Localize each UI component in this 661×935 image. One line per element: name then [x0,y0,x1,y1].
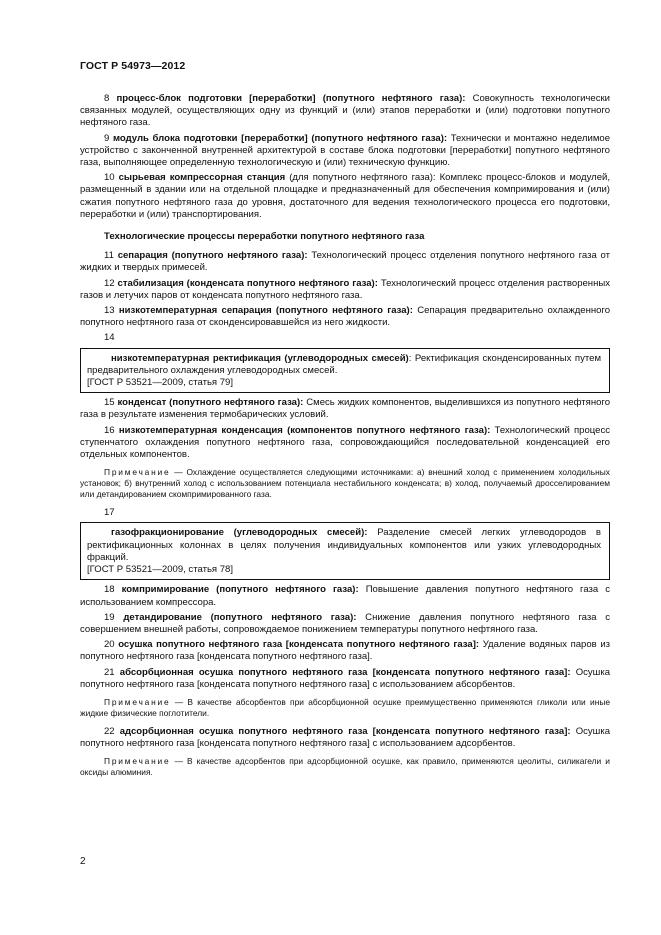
term: низкотемпературная сепарация (попутного нефтяного газа): [118,305,413,317]
term: осушка попутного нефтяного газа [конденсата попутного нефтяного газа]: [118,639,480,651]
note-label: Примечание [104,756,171,767]
term: низкотемпературная конденсация (компонентов попутного нефтяного газа): [118,424,491,436]
entry-number: 8 [104,93,110,104]
source-reference: [ГОСТ Р 53521—2009, статья 78] [87,564,234,576]
note-16 [80,467,610,500]
note-21 [80,697,610,719]
definition: Смесь жидких компонентов, выделившихся из попутного нефтяного газа в результате изменения термобарических условий. [80,397,611,421]
page-number: 2 [80,856,86,867]
note-label: Примечание [104,467,171,478]
note-label: Примечание [104,696,171,707]
entry-number: 22 [104,725,115,737]
definition: Снижение давления попутного нефтяного газа с совершением внешней работы, сопровождаемое понижением температуры попутного нефтяного газа. [80,611,610,635]
term-entry-12 [80,278,610,302]
definition: Осушка попутного нефтяного газа [конденсата попутного нефтяного газа] с использованием абсорбентов. [80,666,611,690]
section-title: Технологические процессы переработки попутного нефтяного газа [104,231,425,243]
term-entry-14 [87,353,601,377]
term-entry-11 [80,250,610,274]
term-entry-15 [80,397,610,421]
entry-number: 19 [104,611,115,623]
term: детандирование (попутного нефтяного газа): [123,611,357,623]
term: сырьевая компрессорная станция [118,172,286,184]
term: стабилизация (конденсата попутного нефтяного газа): [117,277,378,289]
term: компримирование (попутного нефтяного газа): [121,584,359,596]
term: сепарация (попутного нефтяного газа): [117,250,308,262]
entry-number: 21 [104,666,115,678]
standard-header: ГОСТ Р 54973—2012 [80,60,186,72]
definition: Осушка попутного нефтяного газа [конденсата попутного нефтяного газа] с использованием адсорбентов. [80,725,611,750]
definition: Технологический процесс отделения растворенных газов и летучих паров от конденсата попутного нефтяного газа. [80,277,610,301]
term-entry-8 [80,93,610,130]
definition: Удаление водяных паров из попутного нефтяного газа [конденсата попутного нефтяного газа]. [80,639,611,663]
term: абсорбционная осушка попутного нефтяного газа [конденсата попутного нефтяного газа]: [119,666,571,678]
term: низкотемпературная ректификация (углеводородных смесей) [111,352,409,364]
definition: Технологический процесс отделения попутного нефтяного газа от жидких и твердых примесей. [80,250,611,274]
entry-number-14: 14 [104,332,115,344]
definition: Разделение смесей легких углеводородов в ректификационных колоннах в целях получения индивидуальных компонентов или узких углеводородных фракций. [87,527,602,563]
entry-number: 16 [104,424,115,436]
term-entry-18 [80,584,610,608]
definition: Повышение давления попутного нефтяного газа с использованием компрессора. [80,584,611,608]
entry-number: 10 [104,172,115,184]
term-entry-21 [80,667,610,691]
term: модуль блока подготовки [переработки] (попутного нефтяного газа): [112,132,448,144]
note-text: — В качестве абсорбентов при абсорбционной осушке преимущественно применяются гликоли или иные жидкие физические поглотители. [80,696,610,718]
note-text: — В качестве адсорбентов при адсорбционной осушке, как правило, применяются цеолиты, силикагели и оксиды алюминия. [80,756,610,778]
entry-number: 20 [104,639,115,651]
borrowed-term-box-14 [80,348,610,394]
note-22 [80,756,610,778]
term-entry-20 [80,639,610,663]
term: конденсат (попутного нефтяного газа): [117,397,304,409]
entry-number: 11 [104,250,114,262]
borrowed-term-box-17 [80,522,610,580]
term-entry-16 [80,425,610,462]
term-entry-9 [80,133,610,170]
source-reference: [ГОСТ Р 53521—2009, статья 79] [87,377,234,389]
term: газофракционирование (углеводородных смесей): [111,527,368,539]
entry-number: 15 [104,397,115,409]
entry-number: 9 [104,132,110,144]
term: процесс-блок подготовки [переработки] (попутного нефтяного газа): [116,93,466,104]
term-entry-22 [80,726,610,750]
definition: Технологический процесс ступенчатого охлаждения попутного нефтяного газа, сопровождающийся последовательной конденсацией его отдельных компонентов. [80,424,611,461]
definition: Комплекс процесс-блоков и модулей, размещенный в здании или на отдельной площадке и предназначенный для обеспечения компримирования и (или) сжатия попутного нефтяного газа до уровня, достаточного для ведения технологического процесса его подготовки, переработки и (или) транспортирования. [80,172,610,220]
document-body [80,93,610,785]
definition: Технически и монтажно неделимое устройство с законченной внутренней архитектурой в составе блока подготовки [переработки] попутного нефтяного газа, выполняющее определенную технологическую и (или) техническую функцию. [80,132,611,169]
definition: Сепарация предварительно охлажденного попутного нефтяного газа от сконденсировавшейся из него жидкости. [80,305,611,329]
term-entry-13 [80,305,610,329]
term-qualifier: (для попутного нефтяного газа): [289,172,436,184]
entry-number: 13 [104,305,115,317]
entry-number: 12 [104,277,115,289]
term-entry-10 [80,172,610,221]
term: адсорбционная осушка попутного нефтяного газа [конденсата попутного нефтяного газа]: [119,725,571,737]
entry-number: 18 [104,584,115,596]
note-text: — Охлаждение осуществляется следующими источниками: а) внешний холод с применением холодильных установок; б) внутренний холод с использованием потенциала нестабильного конденсата; в) холод, получаемый дросселированием или детандированием скомпримированного газа. [80,467,610,500]
definition: : Ректификация сконденсированных путем предварительного охлаждения углеводородных смесей. [87,352,602,376]
entry-number-17: 17 [104,507,115,519]
term-entry-17 [87,527,601,564]
term-entry-19 [80,612,610,636]
definition: Совокупность технологически связанных модулей, осуществляющих одну из функций и (или) этапов переработки и (или) подготовки попутного нефтяного газа. [80,93,610,129]
